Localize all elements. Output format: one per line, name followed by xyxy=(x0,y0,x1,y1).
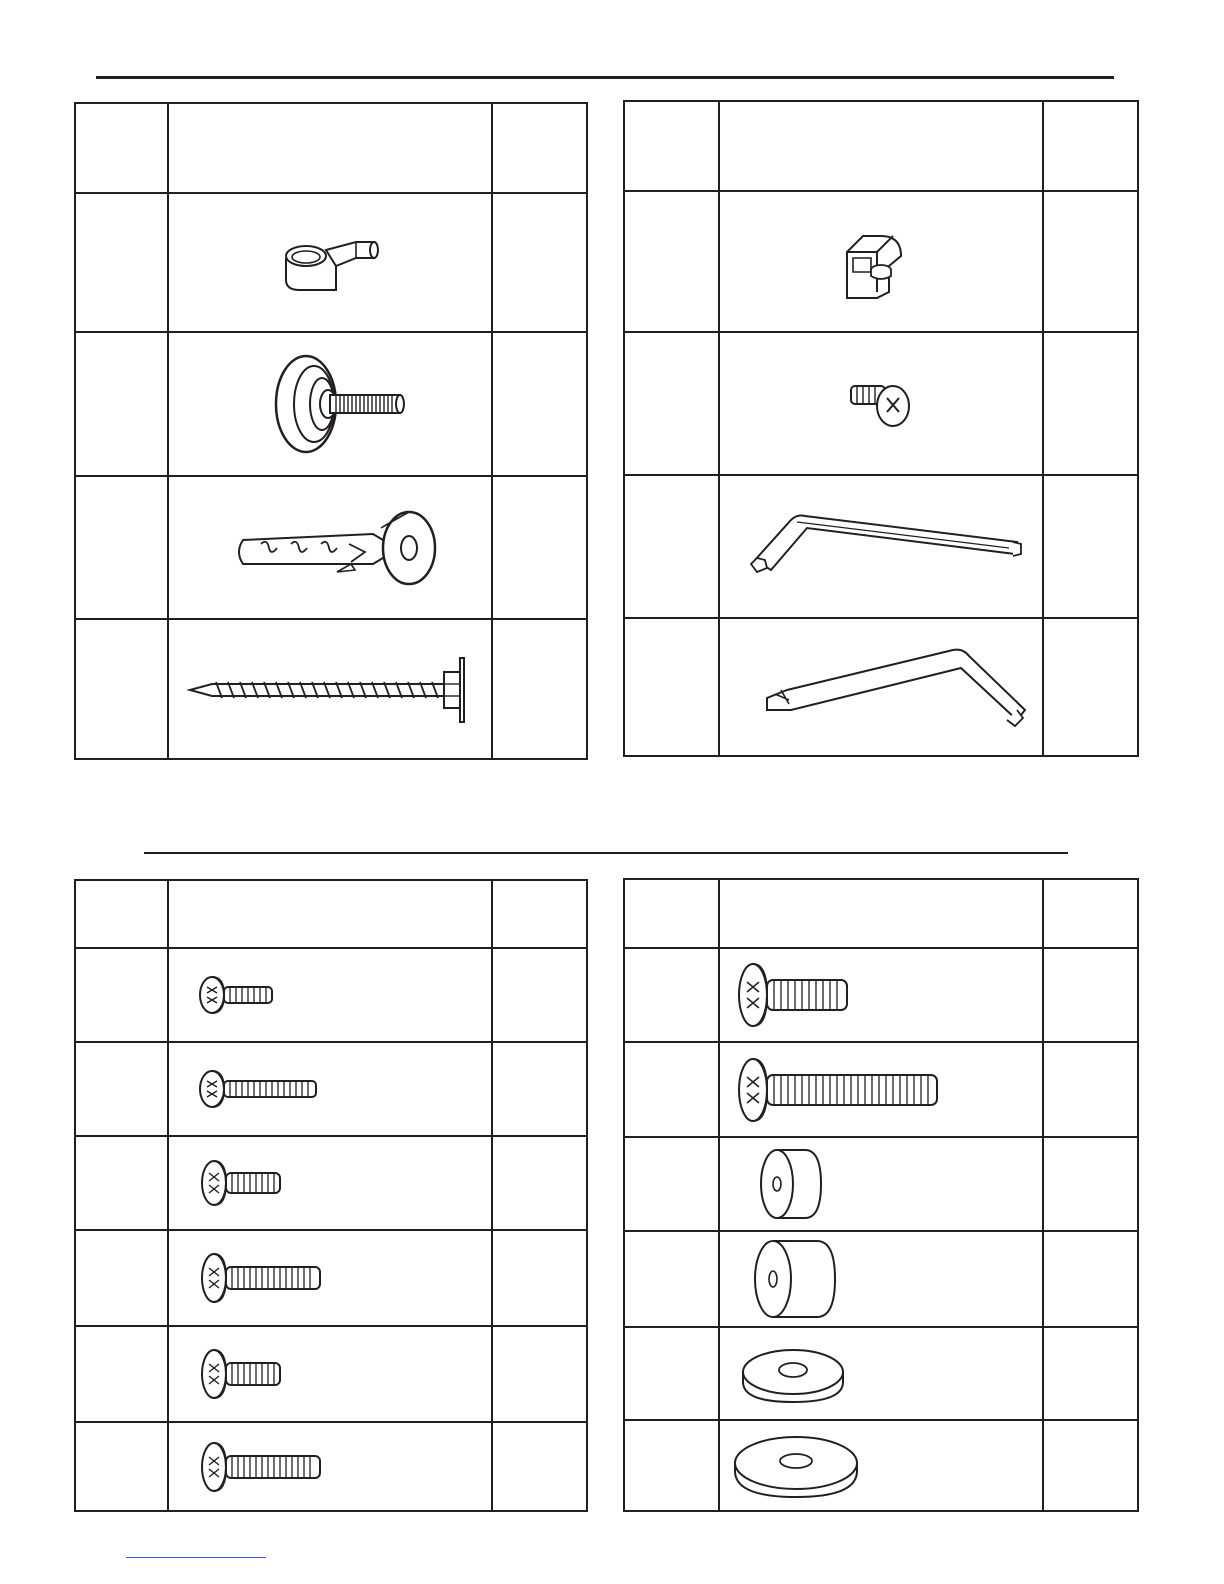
glass-shelf-clip-drawing xyxy=(839,192,909,331)
header-qty xyxy=(1044,880,1137,947)
row-qty xyxy=(1044,1328,1137,1419)
row-qty xyxy=(493,194,586,331)
row-key xyxy=(625,1232,718,1326)
machine-screw-drawing xyxy=(198,1231,324,1325)
row-key xyxy=(625,949,718,1041)
row-qty xyxy=(1044,476,1137,617)
row-key xyxy=(625,1138,718,1230)
washer-large-icon xyxy=(733,1431,859,1501)
table-row xyxy=(625,617,1137,755)
row-qty xyxy=(493,620,586,758)
table-row xyxy=(625,947,1137,1041)
wall-anchor-icon xyxy=(231,508,441,588)
spacer-long-icon xyxy=(753,1237,839,1321)
machine-screw-icon xyxy=(196,973,276,1017)
machine-screw-icon xyxy=(198,1157,284,1209)
machine-screw-drawing xyxy=(735,1043,941,1136)
top-rule xyxy=(96,76,1114,79)
row-key xyxy=(76,1043,167,1135)
screws-left-table xyxy=(74,879,588,1512)
row-qty xyxy=(493,1231,586,1325)
table-row xyxy=(76,1421,586,1510)
footer-link-underline[interactable] xyxy=(126,1557,266,1558)
header-description xyxy=(169,881,491,947)
table-header xyxy=(76,881,586,947)
row-key xyxy=(625,1043,718,1136)
row-qty xyxy=(493,1137,586,1229)
table-row xyxy=(625,1230,1137,1326)
row-qty xyxy=(493,1327,586,1421)
hardware-left-table xyxy=(74,102,588,760)
hex-lag-screw-drawing xyxy=(186,620,476,758)
table-row xyxy=(76,475,586,618)
row-qty xyxy=(493,333,586,475)
row-key xyxy=(625,619,718,755)
washer-small-drawing xyxy=(741,1328,845,1419)
row-key xyxy=(625,192,718,331)
spacer-long-drawing xyxy=(753,1232,839,1326)
row-qty xyxy=(1044,619,1137,755)
header-qty xyxy=(493,881,586,947)
table-row xyxy=(76,1229,586,1325)
row-key xyxy=(76,477,167,618)
leveling-foot-drawing xyxy=(266,333,416,475)
header-key xyxy=(625,880,718,947)
table-row xyxy=(625,1041,1137,1136)
allen-key-icon xyxy=(747,512,1027,582)
header-qty xyxy=(1044,102,1137,190)
row-key xyxy=(625,1421,718,1510)
row-qty xyxy=(1044,1043,1137,1136)
machine-screw-drawing xyxy=(196,949,276,1041)
table-row xyxy=(76,331,586,475)
allen-key-drawing xyxy=(747,476,1027,617)
row-qty xyxy=(493,949,586,1041)
machine-screw-drawing xyxy=(198,1423,324,1510)
machine-screw-drawing xyxy=(198,1327,284,1421)
cam-lock-bolt-drawing xyxy=(276,194,396,331)
table-row xyxy=(76,1325,586,1421)
header-key xyxy=(76,881,167,947)
row-key xyxy=(76,1231,167,1325)
row-qty xyxy=(1044,949,1137,1041)
machine-screw-icon xyxy=(198,1346,284,1402)
table-row xyxy=(625,1136,1137,1230)
table-row xyxy=(625,331,1137,474)
table-header xyxy=(76,104,586,192)
row-key xyxy=(76,1423,167,1510)
machine-screw-drawing xyxy=(198,1137,284,1229)
spacer-short-drawing xyxy=(759,1138,829,1230)
glass-shelf-clip-icon xyxy=(839,222,909,302)
header-description xyxy=(169,104,491,192)
table-row xyxy=(76,1135,586,1229)
row-key xyxy=(625,333,718,474)
row-key xyxy=(76,620,167,758)
row-key xyxy=(76,194,167,331)
row-key xyxy=(76,1137,167,1229)
hex-lag-screw-icon xyxy=(186,654,476,724)
row-key xyxy=(76,333,167,475)
row-qty xyxy=(493,1043,586,1135)
row-qty xyxy=(1044,1138,1137,1230)
header-qty xyxy=(493,104,586,192)
machine-screw-icon xyxy=(198,1250,324,1306)
machine-screw-icon xyxy=(198,1439,324,1495)
machine-screw-drawing xyxy=(196,1043,320,1135)
header-key xyxy=(625,102,718,190)
screws-right-table xyxy=(623,878,1139,1512)
row-key xyxy=(625,476,718,617)
row-qty xyxy=(1044,1232,1137,1326)
table-row xyxy=(76,947,586,1041)
machine-screw-icon xyxy=(196,1067,320,1111)
table-row xyxy=(625,474,1137,617)
hardware-right-table xyxy=(623,100,1139,757)
flat-head-screw-small-icon xyxy=(847,374,913,434)
row-qty xyxy=(1044,333,1137,474)
header-description xyxy=(720,102,1042,190)
washer-small-icon xyxy=(741,1342,845,1406)
spacer-short-icon xyxy=(759,1146,829,1222)
table-row xyxy=(625,190,1137,331)
table-header xyxy=(625,880,1137,947)
row-qty xyxy=(1044,1421,1137,1510)
table-header xyxy=(625,102,1137,190)
table-row xyxy=(625,1419,1137,1510)
wall-anchor-drawing xyxy=(231,477,441,618)
screwdriver-key-drawing xyxy=(761,619,1031,755)
middle-rule xyxy=(144,852,1068,854)
table-row xyxy=(76,618,586,758)
row-qty xyxy=(493,1423,586,1510)
table-row xyxy=(76,1041,586,1135)
header-description xyxy=(720,880,1042,947)
row-key xyxy=(625,1328,718,1419)
screwdriver-key-icon xyxy=(761,642,1031,732)
table-row xyxy=(625,1326,1137,1419)
table-row xyxy=(76,192,586,331)
row-qty xyxy=(1044,192,1137,331)
row-qty xyxy=(493,477,586,618)
machine-screw-drawing xyxy=(735,949,851,1041)
leveling-foot-icon xyxy=(266,349,416,459)
machine-screw-icon xyxy=(735,960,851,1030)
cam-lock-bolt-icon xyxy=(276,228,396,298)
washer-large-drawing xyxy=(733,1421,859,1510)
flat-head-screw-small-drawing xyxy=(847,333,913,474)
header-key xyxy=(76,104,167,192)
row-key xyxy=(76,949,167,1041)
machine-screw-icon xyxy=(735,1055,941,1125)
row-key xyxy=(76,1327,167,1421)
